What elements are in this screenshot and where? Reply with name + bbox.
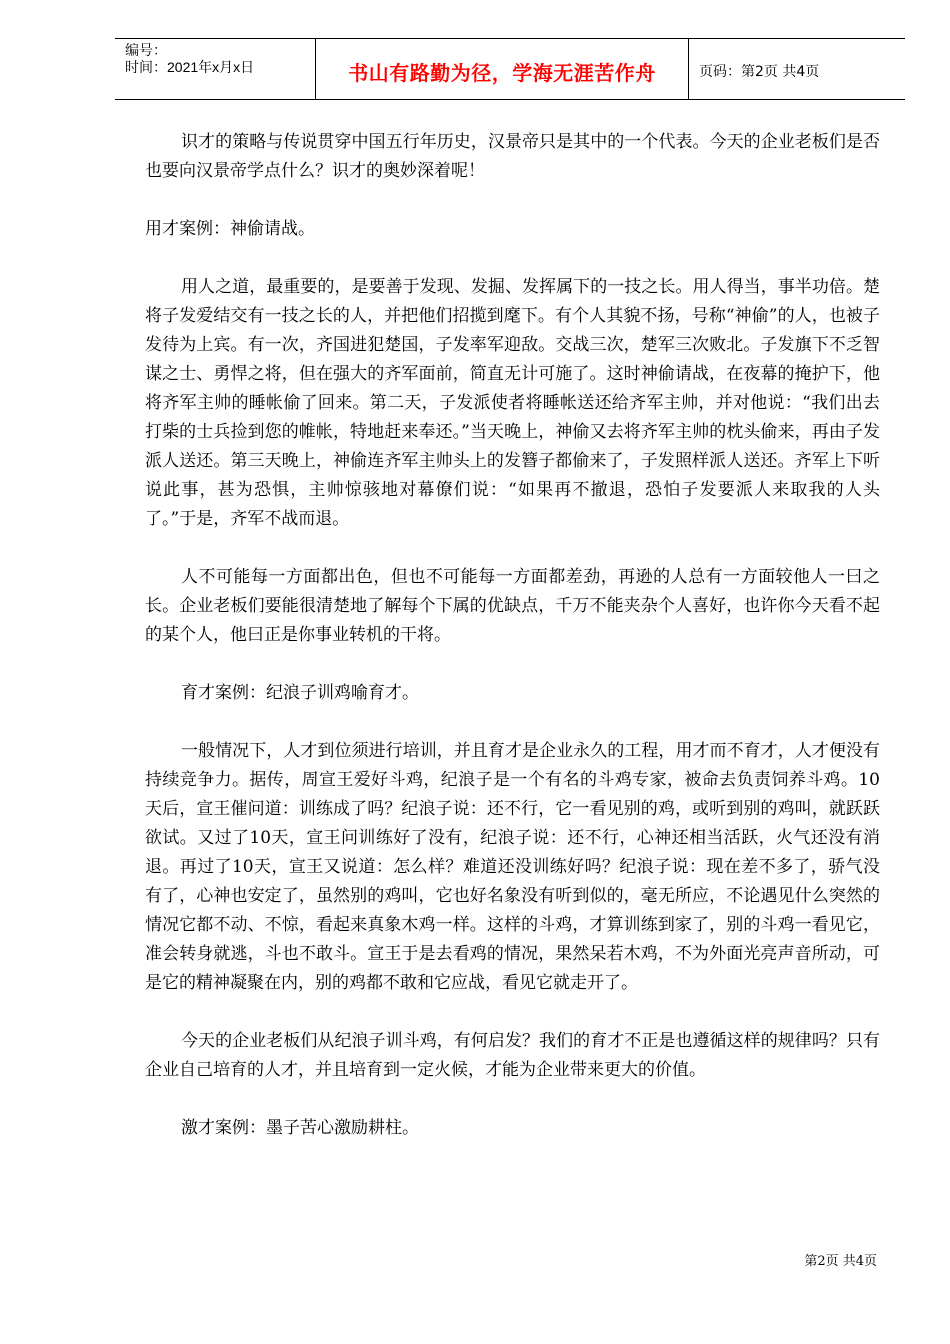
section-heading-cultivate-talent: 育才案例：纪浪子训鸡喻育才。	[181, 683, 419, 703]
document-time-label: 时间：2021年x月x日	[125, 59, 255, 75]
section-heading-use-talent: 用才案例：神偷请战。	[145, 219, 315, 239]
page-footer-number: 第2页 共4页	[804, 1254, 877, 1269]
paragraph-thief-story: 用人之道，最重要的，是要善于发现、发掘、发挥属下的一技之长。用人得当，事半功倍。楚将子发爱结交有一技之长的人，并把他们招揽到麾下。有个人其貌不扬，号称“神偷”的人，也被子发待为上宾。有一次，齐国进犯楚国，子发率军迎敌。交战三次，楚军三次败北。子发旗下不乏智谋之士、勇悍之将，但在强大的齐军面前，简直无计可施了。这时神偷请战，在夜幕的掩护下，他将齐军主帅的睡帐偷了回来。第二天，子发派使者将睡帐送还给齐军主帅，并对他说：“我们出去打柴的士兵捡到您的帷帐，特地赶来奉还。”当天晚上，神偷又去将齐军主帅的枕头偷来，再由子发派人送还。第三天晚上，神偷连齐军主帅头上的发簪子都偷来了，子发照样派人送还。齐军上下听说此事，甚为恐惧，主帅惊骇地对幕僚们说：“如果再不撤退，恐怕子发要派人来取我的人头了。”于是，齐军不战而退。	[145, 277, 880, 529]
document-body	[145, 128, 880, 1143]
paragraph-intro: 识才的策略与传说贯穿中国五行年历史，汉景帝只是其中的一个代表。今天的企业老板们是否也要向汉景帝学点什么？识才的奥妙深着呢！	[145, 132, 880, 181]
header-meta-cell	[115, 39, 316, 99]
header-motto: 书山有路勤为径，学海无涯苦作舟	[316, 39, 689, 99]
header-page-number: 页码：第2页 共4页	[699, 64, 820, 80]
paragraph-rooster-story: 一般情况下，人才到位须进行培训，并且育才是企业永久的工程，用才而不育才，人才便没有持续竞争力。据传，周宣王爱好斗鸡，纪浪子是一个有名的斗鸡专家，被命去负责饲养斗鸡。10天后，宣王催问道：训练成了吗？纪浪子说：还不行，它一看见别的鸡，或听到别的鸡叫，就跃跃欲试。又过了10天，宣王问训练好了没有，纪浪子说：还不行，心神还相当活跃，火气还没有消退。再过了10天，宣王又说道：怎么样？难道还没训练好吗？纪浪子说：现在差不多了，骄气没有了，心神也安定了，虽然别的鸡叫，它也好名象没有听到似的，毫无所应，不论遇见什么突然的情况它都不动、不惊，看起来真象木鸡一样。这样的斗鸡，才算训练到家了，别的斗鸡一看见它，准会转身就逃，斗也不敢斗。宣王于是去看鸡的情况，果然呆若木鸡，不为外面光亮声音所动，可是它的精神凝聚在内，别的鸡都不敢和它应战，看见它就走开了。	[145, 741, 880, 993]
section-heading-motivate-talent: 激才案例：墨子苦心激励耕柱。	[181, 1118, 419, 1138]
paragraph-strengths: 人不可能每一方面都出色，但也不可能每一方面都差劲，再逊的人总有一方面较他人一曰之长。企业老板们要能很清楚地了解每个下属的优缺点，千万不能夹杂个人喜好，也许你今天看不起的某个人，他曰正是你事业转机的干将。	[145, 567, 880, 645]
paragraph-rooster-lesson: 今天的企业老板们从纪浪子训斗鸡，有何启发？我们的育才不正是也遵循这样的规律吗？只有企业自己培育的人才，并且培育到一定火候，才能为企业带来更大的价值。	[145, 1031, 880, 1080]
page-header	[115, 38, 905, 100]
document-number-label: 编号：	[125, 42, 167, 58]
